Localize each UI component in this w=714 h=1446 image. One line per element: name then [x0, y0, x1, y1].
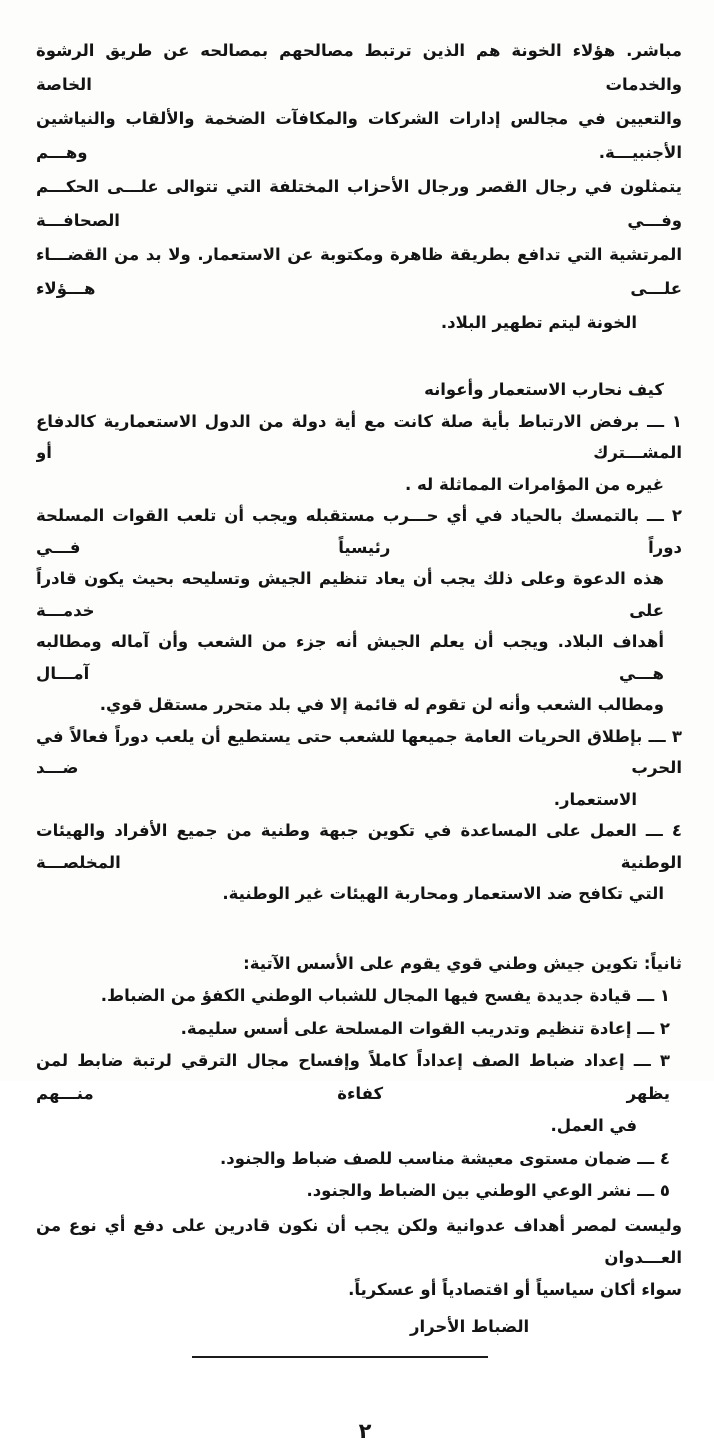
text-line: ومطالب الشعب وأنه لن تقوم له قائمة إلا في بلد متحرر مستقل قوي.: [99, 695, 664, 714]
section-heading: ثانياً: تكوين جيش وطني قوي يقوم على الأسس الآتية:: [243, 953, 682, 973]
text-line: الخونة ليتم تطهير البلاد.: [440, 313, 637, 332]
text-line: يتمثلون في رجال القصر ورجال الأحزاب المختلفة التي تتوالى علـــى الحكـــم وفـــي الصحافـــة: [36, 177, 682, 230]
numbered-item-1: [36, 406, 682, 501]
page-number: ٢: [358, 1418, 372, 1443]
numbered-item-4: [36, 815, 682, 910]
numbered-item-3: [36, 1045, 682, 1143]
text-line: ٣ ـــ بإطلاق الحريات العامة جميعها للشعب حتى يستطيع أن يلعب دوراً فعالاً في الحرب ضـــد: [36, 726, 682, 777]
text-line: هذه الدعوة وعلى ذلك يجب أن يعاد تنظيم الجيش وتسليحه بحيث يكون قادراً على خدمـــة: [36, 569, 664, 620]
text-line: ٤ ـــ العمل على المساعدة في تكوين جبهة وطنية من جميع الأفراد والهيئات الوطنية المخلصـــة: [36, 821, 682, 872]
section-how-we-fight: [36, 374, 682, 910]
text-line: في العمل.: [550, 1116, 637, 1135]
intro-paragraph: [36, 34, 682, 340]
text-line: أهداف البلاد. ويجب أن يعلم الجيش أنه جزء من الشعب وأن آماله ومطالبه هـــي آمـــال: [36, 632, 664, 683]
signature: الضباط الأحرار: [410, 1316, 530, 1336]
text-line: ٢ ـــ بالتمسك بالحياد في أي حـــرب مستقبله ويجب أن تلعب القوات المسلحة دوراً رئيسياً فـــي: [36, 506, 682, 557]
text-line: سواء أكان سياسياً أو اقتصادياً أو عسكرياً.: [348, 1279, 682, 1299]
text-line: غيره من المؤامرات المماثلة له .: [404, 474, 664, 494]
text-line: وليست لمصر أهداف عدوانية ولكن يجب أن نكون قادرين على دفع أي نوع من العـــدوان: [36, 1215, 682, 1267]
numbered-item-4: ٤ ـــ ضمان مستوى معيشة مناسب للصف ضباط والجنود.: [219, 1148, 670, 1168]
text-line: والتعيين في مجالس إدارات الشركات والمكافآت الضخمة والألقاب والنياشين الأجنبيـــة. وهـــم: [36, 109, 682, 162]
section-national-army: [36, 948, 682, 1208]
text-line: المرتشية التي تدافع بطريقة ظاهرة ومكتوبة عن الاستعمار. ولا بد من القضـــاء علـــى هـــؤلاء: [36, 245, 682, 298]
section-heading: كيف نحارب الاستعمار وأعوانه: [424, 380, 664, 399]
numbered-item-1: ١ ـــ قيادة جديدة يفسح فيها المجال للشباب الوطني الكفؤ من الضباط.: [100, 986, 670, 1005]
divider-line: [192, 1356, 488, 1358]
text-line: ٣ ـــ إعداد ضباط الصف إعداداً كاملاً وإفساح مجال الترقي لرتبة ضابط لمن يظهر كفاءة منـــهم: [36, 1051, 670, 1103]
numbered-item-5: ٥ ـــ نشر الوعي الوطني بين الضباط والجنود.: [306, 1181, 670, 1200]
text-line: ١ ـــ برفض الارتباط بأية صلة كانت مع أية دولة من الدول الاستعمارية كالدفاع المشـــترك أو: [36, 411, 682, 462]
numbered-item-2: [36, 500, 682, 721]
text-line: مباشر. هؤلاء الخونة هم الذين ترتبط مصالحهم بمصالحه عن طريق الرشوة والخدمات الخاصة: [36, 41, 682, 94]
numbered-item-2: ٢ ـــ إعادة تنظيم وتدريب القوات المسلحة على أسس سليمة.: [180, 1018, 670, 1038]
text-line: الاستعمار.: [553, 789, 637, 809]
closing-paragraph: [36, 1210, 682, 1306]
text-line: التي تكافح ضد الاستعمار ومحاربة الهيئات غير الوطنية.: [222, 884, 664, 903]
numbered-item-3: [36, 721, 682, 816]
